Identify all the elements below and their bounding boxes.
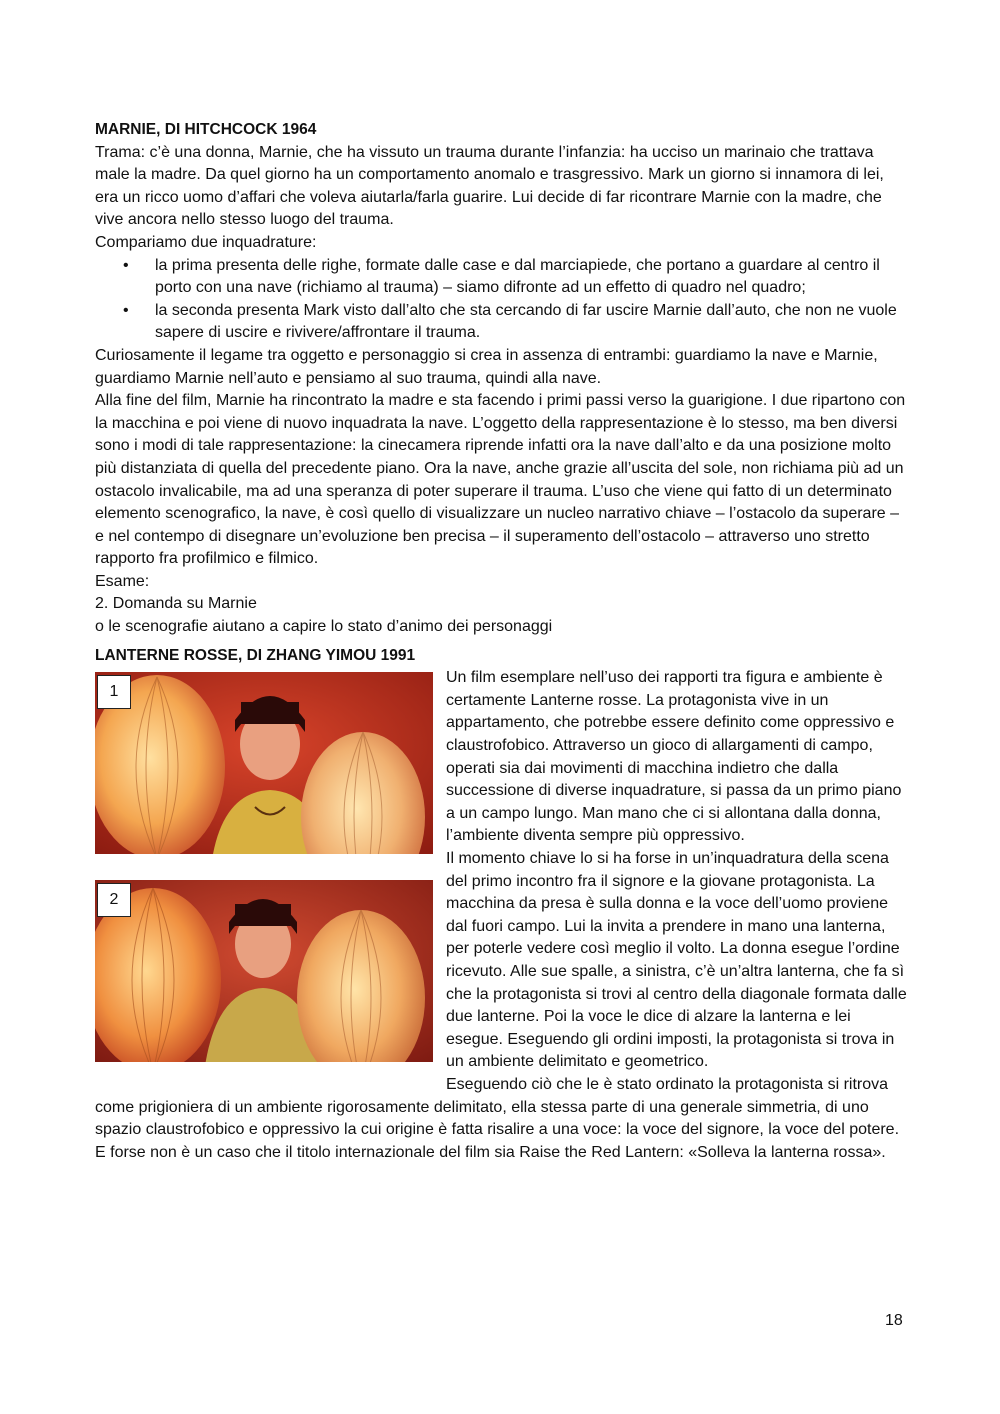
list-item: • la seconda presenta Mark visto dall’alto che sta cercando di far uscire Marnie dall’auto, che non ne vuole sapere di uscire e rivivere/affrontare il trauma. — [155, 300, 907, 345]
list-item: • la prima presenta delle righe, formate dalle case e dal marciapiede, che portano a guardare al centro il porto con una nave (richiamo al trauma) – siamo difronte ad un effetto di quadro nel quadro; — [155, 255, 907, 300]
shot-list — [95, 255, 907, 345]
lanterne-paragraph-2: Il momento chiave lo si ha forse in un’inquadratura della scena del primo incontro fra il signore e la giovane protagonista. La macchina da presa è sulla donna e la voce dell’uomo proviene dal fuori campo. Lui la invita a prendere in mano una lanterna, per poterle vedere così meglio il volto. La donna esegue l’ordine ricevuto. Alle sue spalle, a sinistra, c’è un’altra lanterna, che fa sì che la protagonista si trovi al centro della diagonale formata dalle due lanterne. Poi la voce le dice di alzare la lanterna e lei esegue. Eseguendo gli ordini imposti, la protagonista si trova in un ambiente delimitato e geometrico. — [446, 850, 907, 1071]
compare-intro: Compariamo due inquadrature: — [95, 233, 317, 251]
exam-note: o le scenografie aiutano a capire lo stato d’animo dei personaggi — [95, 618, 553, 636]
still-number-badge: 2 — [97, 883, 131, 917]
lanterne-paragraph-1: Un film esemplare nell’uso dei rapporti tra figura e ambiente è certamente Lanterne rosse. La protagonista vive in un appartamento, che potrebbe essere definito come oppressivo e claustrofobico. Attraverso un gioco di allargamenti di campo, operati sia dai movimenti di macchina indietro che dalla successione di diverse inquadrature, si passa da un primo piano a un campo lungo. Man mano che ci si allontana dalla donna, l’ambiente diventa sempre più oppressivo. — [446, 669, 902, 845]
film-still-1-image — [95, 672, 433, 854]
exam-question: 2. Domanda su Marnie — [95, 595, 257, 613]
still-number-badge: 1 — [97, 675, 131, 709]
object-character-paragraph: Curiosamente il legame tra oggetto e personaggio si crea in assenza di entrambi: guardiamo la nave e Marnie, guardiamo Marnie nell’auto e pensiamo al suo trauma, quindi alla nave. — [95, 346, 878, 387]
lanterne-paragraph-3: Eseguendo ciò che le è stato ordinato la protagonista si ritrova come prigioniera di un ambiente rigorosamente delimitato, ella stessa parte di una generale simmetria, di uno spazio claustrofobico e oppressivo la cui origine è fatta risalire a una voce: la voce del signore, la voce del potere. E forse non è un caso che il titolo internazionale del film sia Raise the Red Lantern: «Solleva la lanterna rossa». — [95, 1075, 900, 1161]
film-still-2-image — [95, 880, 433, 1062]
film-still-2 — [95, 880, 433, 1062]
ending-paragraph: Alla fine del film, Marnie ha rincontrato la madre e sta facendo i primi passi verso la guarigione. I due ripartono con la macchina e poi viene di nuovo inquadrata la nave. L’oggetto della rappresentazione è lo stesso, ma ben diversi sono i modi di tale rappresentazione: la cinecamera riprende infatti ora la nave dall’alto e da una posizione molto più distanziata di quella del precedente piano. Ora la nave, anche grazie all’uscita del sole, non richiama più ad un ostacolo invalicabile, ma ad una speranza di poter superare il trauma. L’uso che viene qui fatto di un determinato elemento scenografico, la nave, è così quello di visualizzare un nucleo narrativo chiave – l’ostacolo da superare – e nel contempo di disegnare un’evoluzione ben precisa – il superamento dell’ostacolo – attraverso uno stretto rapporto fra profilmico e filmico. — [95, 392, 906, 568]
exam-label: Esame: — [95, 572, 150, 590]
marnie-plot: Trama: c’è una donna, Marnie, che ha vissuto un trauma durante l’infanzia: ha ucciso un marinaio che trattava male la madre. Da quel giorno ha un comportamento anomalo e trasgressivo. Mark un giorno si innamora di lei, era un ricco uomo d’affari che voleva aiutarla/farla guarire. Lui decide di far ricontrare Marnie con la madre, che vive ancora nello stesso luogo del trauma. — [95, 143, 884, 229]
film-stills — [95, 672, 433, 1088]
film-still-1 — [95, 672, 433, 854]
page-number: 18 — [885, 1312, 903, 1329]
marnie-heading: MARNIE, DI HITCHCOCK 1964 — [95, 121, 317, 138]
document-page — [95, 119, 907, 1164]
lanterne-heading: LANTERNE ROSSE, DI ZHANG YIMOU 1991 — [95, 646, 416, 664]
